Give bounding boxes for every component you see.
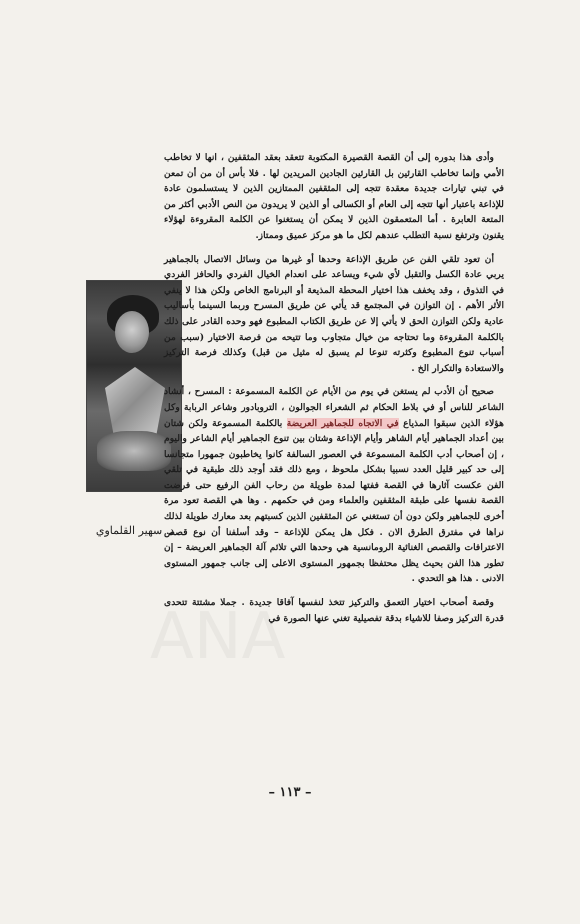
page-number: – ١١٣ – <box>268 785 312 800</box>
photo-hands <box>97 431 171 471</box>
photo-collar <box>105 367 165 437</box>
paragraph-1: وأدى هذا بدوره إلى أن القصة القصيرة المكتوبة تتعقد بعقد المثقفين ، انها لا تخاطب الأمي وإنما تخاطب القارئين بل القارئين الجادين المريدين لها . فلا بأس أن من أن تمعن في تبني تيارات جديدة معقدة تتجه إلى المثقفين الممتازين الذين لا يستسلمون عادة للإذاعة باعتبار أنها تتجه إلى العام أو الكسالى أو الذين لا يريدون من النص الأدبي أكثر من المتعة العابرة . أما المتعمقون الذين لا يمكن أن يستغنوا عن الكلمة المقروءة لهؤلاء يقنون وترتفع نسبة التطلب عندهم لكل ما هو مركز عميق وممتاز. <box>164 152 504 241</box>
paragraph-4: وقصة أصحاب اختيار التعمق والتركيز تتخذ لنفسها آفاقا جديدة . جملا مشتتة تتحدى قدرة التركيز وصفا للاشياء بدقة تفصيلية تغني عنها الصورة في <box>164 597 504 624</box>
photo-caption: د. سهير القلماوي <box>95 524 175 537</box>
watermark: ANA <box>150 600 286 674</box>
photo-face <box>115 311 149 353</box>
paragraph-2: أن تعود تلقي الفن عن طريق الإذاعة وحدها أو غيرها من وسائل الاتصال بالجماهير يربي عادة الكسل والتقبل لأي شيء ويساعد على انعدام الخيال الفردي والحافز الفردي في التذوق ، وقد يخفف هذا اختيار المحطة المذيعة أو البرنامج الخاص ولكن هذا لا ينفي الأثر الأهم . إن التوازن في المجتمع قد يأتي عن طريق المسرح وربما السينما بأساليب عادية ولكن التوازن الحق لا يأتي إلا عن طريق الكتاب المطبوع فهو وحده القادر على ذلك بالكلمة المقروءة وما تحتاجه من خيال متجاوب وما تتيحه من فرصة الاختيار (سبب من أسباب تنوع المطبوع وكثرته تنوعا لم يسبق له مثيل من قبل) وكذلك فرصة التركيز والاستعادة والتكرار الخ . <box>164 253 504 374</box>
body-text <box>164 150 504 634</box>
paragraph-3: صحيح أن الأدب لم يستغن في يوم من الأيام عن الكلمة المسموعة : المسرح ، أنشاد الشاعر للناس أو في بلاط الحكام ثم الشعراء الجوالون ، التروبادور وشاعر الربابة وكل هؤلاء الذين سبقوا المذياع في الاتجاه للجماهير العريضة بالكلمة المسموعة ولكن شتان بين أعداد الجماهير أيام الشاهر وأيام الإذاعة وشتان بين تنوع الجماهير أيام الشاعر واليوم ، إن أصحاب أدب الكلمة المسموعة في العصور السالفة كانوا يخاطبون جمهورا متجانسا إلى حد كبير قليل العدد نسبيا بشكل ملحوظ ، ومع ذلك فقد أوجد ذلك طبقية في تلقي الفن عكست آثارها في القصة ففتها لمدة طويلة من رحاب الفن الرفيع حتى فرضت القصة نفسها على طبقة المثقفين والعلماء ومن في حكمهم . وها هي القصة تعود مرة أخرى للجماهير ولكن دون أن تستغني عن المثقفين الذين كسبتهم بعد معارك طويلة لذلك نراها في مفترق الطرق الان . فكل هل يمكن للإذاعة – وقد أسلفنا أن نوع قصص الاعترافات والقصص الغنائية الرومانسية هي وحدها التي تلائم آلة الجماهير العريضة – إن تطور هذا الفن بحيث يظل محتفظا بجمهور المستوى الاعلى إلى جانب جمهور المستوى الادنى . هذا هو التحدي . <box>164 386 504 585</box>
highlighted-phrase: في الاتجاه للجماهير العريضة <box>286 417 399 429</box>
